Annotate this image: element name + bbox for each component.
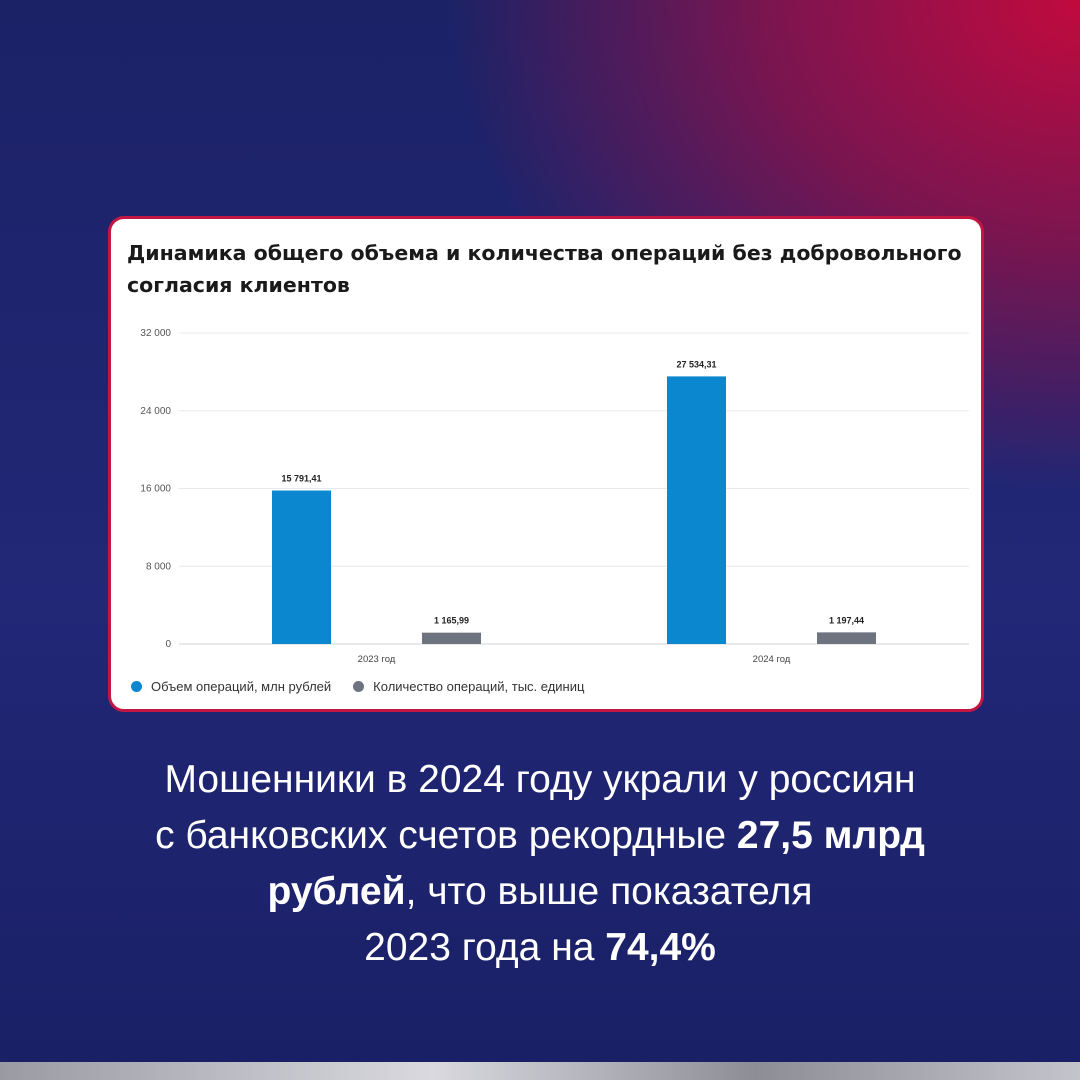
legend-marker-count bbox=[353, 681, 364, 692]
bar-value-label: 1 197,44 bbox=[828, 615, 865, 626]
bar-value-label: 1 165,99 bbox=[433, 615, 470, 626]
x-tick-label: 2023 год bbox=[357, 654, 396, 665]
bar-chart bbox=[111, 219, 981, 709]
chart-title: Динамика общего объема и количества операций без добровольного согласия клиентов bbox=[127, 241, 962, 297]
bar bbox=[272, 491, 331, 644]
y-tick-label: 0 bbox=[165, 639, 171, 650]
bar-value-label: 27 534,31 bbox=[676, 359, 717, 370]
y-tick-label: 24 000 bbox=[140, 405, 171, 417]
y-tick-label: 8 000 bbox=[145, 561, 171, 573]
bar-value-label: 15 791,41 bbox=[281, 473, 322, 484]
caption-highlight-currency: рублей bbox=[267, 870, 406, 913]
y-tick-label: 16 000 bbox=[140, 483, 171, 495]
caption-highlight-percent: 74,4% bbox=[605, 926, 716, 969]
caption-highlight-amount: 27,5 млрд bbox=[736, 814, 925, 857]
bottom-strip bbox=[0, 1062, 1080, 1080]
bar bbox=[422, 633, 481, 644]
y-tick-label: 32 000 bbox=[140, 328, 171, 339]
legend-label-count: Количество операций, тыс. единиц bbox=[373, 679, 585, 694]
x-tick-label: 2024 год bbox=[752, 654, 791, 665]
legend-item-volume bbox=[131, 679, 331, 694]
bar bbox=[667, 376, 726, 644]
caption-line-1: Мошенники в 2024 году украли у россиян bbox=[164, 758, 916, 801]
caption-line-3: , что выше показателя bbox=[405, 870, 813, 913]
caption-text bbox=[40, 752, 1040, 976]
legend-item-count bbox=[353, 679, 584, 694]
chart-legend bbox=[131, 679, 606, 694]
chart-card bbox=[108, 216, 984, 712]
legend-label-volume: Объем операций, млн рублей bbox=[151, 679, 332, 694]
bar bbox=[817, 632, 876, 644]
caption-line-2: с банковских счетов рекордные bbox=[155, 814, 737, 857]
legend-marker-volume bbox=[131, 681, 142, 692]
caption-line-4: 2023 года на bbox=[364, 926, 606, 969]
